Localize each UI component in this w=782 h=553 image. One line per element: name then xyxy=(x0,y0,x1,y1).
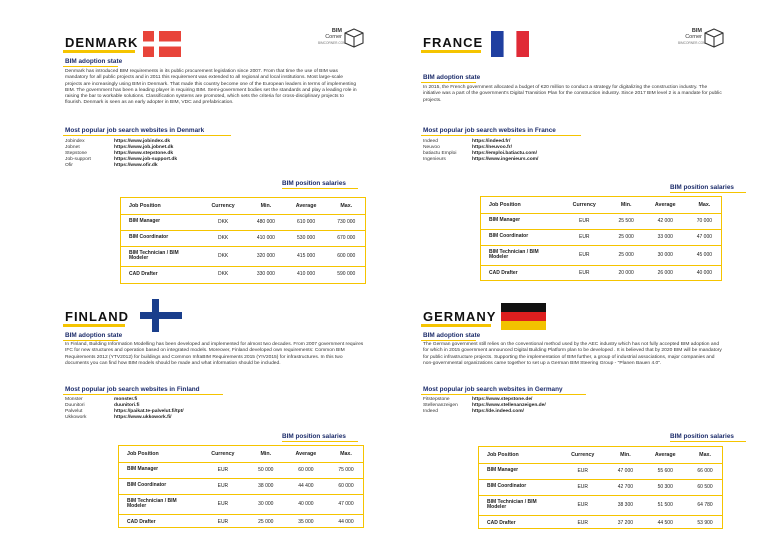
section-underline xyxy=(421,82,476,83)
denmark-section xyxy=(0,0,391,276)
country-title: FRANCE xyxy=(423,35,484,50)
section-underline xyxy=(421,394,586,395)
list-item: Monster monster.fi xyxy=(65,397,138,402)
job-site-link[interactable]: https://www.ofir.dk xyxy=(114,163,158,169)
table-row: CAD Drafter EUR 37 200 44 500 53 900 xyxy=(479,515,722,531)
list-item: batiactu Emploi https://emploi.batiactu.com/ xyxy=(423,151,537,157)
table-row: BIM Manager EUR 50 000 60 000 75 000 xyxy=(119,462,363,478)
list-item: Ingenieurs https://www.ingenieurs.com/ xyxy=(423,157,539,163)
table-row: BIM Coordinator DKK 410 000 530 000 670 000 xyxy=(121,230,365,246)
table-row: BIM Technician / BIM Modeler EUR 25 000 30 000 45 000 xyxy=(481,245,721,265)
section-underline xyxy=(421,135,581,136)
germany-flag-icon xyxy=(501,303,546,330)
table-row: BIM Technician / BIM Modeler DKK 320 000 415 000 600 000 xyxy=(121,246,365,266)
france-flag-icon xyxy=(491,31,529,57)
job-site-link[interactable]: https://emploi.batiactu.com/ xyxy=(472,151,537,157)
list-item: Ofir https://www.ofir.dk xyxy=(65,163,158,169)
job-site-link[interactable]: https://www.job.jobnet.dk xyxy=(114,145,174,151)
table-row: CAD Drafter EUR 25 000 35 000 44 000 xyxy=(119,514,363,530)
table-row: BIM Coordinator EUR 42 700 50 300 60 500 xyxy=(479,479,722,495)
job-site-link[interactable]: https://www.ukkowork.fi/ xyxy=(114,415,172,421)
section-underline xyxy=(421,340,476,341)
adoption-title: BIM adoption state xyxy=(423,332,481,339)
table-row: BIM Coordinator EUR 25 000 33 000 47 000 xyxy=(481,229,721,245)
table-header-row: Job Position Currency Min. Average Max. xyxy=(487,451,711,458)
bim-corner-logo: BIM Corner BIMCORNER.COM xyxy=(678,28,724,50)
germany-section xyxy=(391,276,782,552)
adoption-text: Denmark has introduced BIM requirements in its public procurement legislation since 2007. From that time the use of BIM was mandatory for all public projects and in 2011 this requirement was extended to all regional and local institutions. Most large-scale projects are increasingly using BIM in Denmark. That made this country become one of the European leaders in terms of implementing BIM. The government has been a leading player in requiring BIM. Semi-government bodies set the standards and play a leading role in raising the bar to workable solutions. Classification systems are promoted, which sets the criteria for cross-disciplinary projects to flourish. Denmark is seen as an early adopter in BIM, VDC and prefabrication. xyxy=(65,69,357,106)
table-row: BIM Manager EUR 25 500 42 000 70 000 xyxy=(481,213,721,229)
list-item: Duunitori duunitori.fi xyxy=(65,403,140,409)
salary-table xyxy=(120,197,366,284)
job-site-link[interactable]: https://www.jobindex.dk xyxy=(114,139,171,144)
table-row: CAD Drafter EUR 20 000 26 000 40 000 xyxy=(481,265,721,281)
denmark-flag-icon xyxy=(143,31,181,57)
salary-table xyxy=(480,196,722,281)
list-item: Stepstone https://www.stepstone.dk xyxy=(65,151,174,157)
job-site-link[interactable]: duunitori.fi xyxy=(114,403,140,409)
table-header-row: Job Position Currency Min. Average Max. xyxy=(127,450,352,457)
job-site-link[interactable]: monster.fi xyxy=(114,397,138,402)
job-site-link[interactable]: https://neuvoo.fr/ xyxy=(472,145,512,151)
table-row: BIM Technician / BIM Modeler EUR 38 300 51 500 64 780 xyxy=(479,495,722,515)
table-header-row: Job Position Currency Min. Average Max. xyxy=(489,201,711,208)
salary-table xyxy=(118,445,364,528)
list-item: Neuvoo https://neuvoo.fr/ xyxy=(423,145,512,151)
job-sites-list xyxy=(65,397,184,421)
jobs-title: Most popular job search websites in Denmark xyxy=(65,127,205,134)
job-sites-list xyxy=(423,397,546,415)
table-row: CAD Drafter DKK 330 000 410 000 590 000 xyxy=(121,266,365,282)
title-underline xyxy=(63,50,135,53)
jobs-title: Most popular job search websites in Finland xyxy=(65,386,200,393)
salaries-title: BIM position salaries xyxy=(670,184,734,191)
list-item: Stellenanzeigen https://www.stellenanzeigen.de/ xyxy=(423,403,546,409)
job-sites-list xyxy=(423,139,538,163)
adoption-text: The German government still relies on the conventional method used by the AEC industry which has not fully accepted BIM adoption and for which in 2015 government announced Digital Building Platform plan to be developed . It is believed that by 2020 BIM will be mandatory for public infrastructure projects. Supporting the implementation of BIM further, a group of industrial associations, major companies and non-governmental organizations came together to set up a German BIM Steering Group - "Planen Bauen 4.0". xyxy=(423,342,722,366)
section-underline xyxy=(63,135,231,136)
adoption-text: In 2015, the French government allocated a budget of €20 million to conduct a strategy for digitalizing the construction industry. The initiative was a part of the government's Digital Transition Plan for the construction industry. Since 2017 BIM level 2 is a mandate for public projects. xyxy=(423,85,722,103)
list-item: Jobindex https://www.jobindex.dk xyxy=(65,139,171,144)
list-item: Jobnet https://www.job.jobnet.dk xyxy=(65,145,174,151)
section-underline xyxy=(282,188,358,189)
job-site-link[interactable]: https://indeed.fr/ xyxy=(472,139,511,144)
country-title: DENMARK xyxy=(65,35,139,50)
bim-corner-logo: BIM Corner BIMCORNER.COM xyxy=(318,28,364,50)
salaries-title: BIM position salaries xyxy=(282,180,346,187)
adoption-title: BIM adoption state xyxy=(65,332,123,339)
list-item: Indeed https://de.indeed.com/ xyxy=(423,409,524,415)
table-header-row: Job Position Currency Min. Average Max. xyxy=(129,202,353,209)
table-row: BIM Manager EUR 47 000 55 600 66 000 xyxy=(479,463,722,479)
job-site-link[interactable]: https://www.stepstone.dk xyxy=(114,151,174,157)
list-item: Fitstepstone https://www.stepstone.de/ xyxy=(423,397,533,402)
section-underline xyxy=(282,441,358,442)
table-row: BIM Coordinator EUR 38 000 44 400 60 000 xyxy=(119,478,363,494)
adoption-title: BIM adoption state xyxy=(423,74,481,81)
list-item: Ukkowork https://www.ukkowork.fi/ xyxy=(65,415,172,421)
adoption-text: In Finland, Building Information Modelling has been developed and implemented for almost two decades. From 2007 government requires IFC for new structures and operation based on integrated models. Moreover, Finland developed own requirements: Common BIM Requirements 2012 (YTV2012) for buildings and Common InfraBIM Requirements 2015 (YIV2015) for infrastructures. In this two documents you can find how BIM models should be made and what information should be included. xyxy=(65,342,364,366)
list-item: Palvelut https://paikat.te-palvelut.fi/tpt/ xyxy=(65,409,184,415)
job-site-link[interactable]: https://de.indeed.com/ xyxy=(472,409,524,415)
section-underline xyxy=(63,394,223,395)
section-underline xyxy=(63,340,118,341)
country-title: GERMANY xyxy=(423,309,497,324)
job-site-link[interactable]: https://www.ingenieurs.com/ xyxy=(472,157,539,163)
cube-logo-icon xyxy=(344,28,364,48)
table-row: BIM Manager DKK 480 000 610 000 730 000 xyxy=(121,214,365,230)
section-underline xyxy=(670,192,746,193)
finland-flag-icon xyxy=(140,299,182,332)
cube-logo-icon xyxy=(704,28,724,48)
country-title: FINLAND xyxy=(65,309,130,324)
list-item: Job-support https://www.job-support.dk xyxy=(65,157,178,163)
table-row: BIM Technician / BIM Modeler EUR 30 000 40 000 47 000 xyxy=(119,494,363,514)
section-underline xyxy=(670,441,746,442)
job-sites-list xyxy=(65,139,177,169)
salaries-title: BIM position salaries xyxy=(670,433,734,440)
salaries-title: BIM position salaries xyxy=(282,433,346,440)
title-underline xyxy=(63,324,125,327)
job-site-link[interactable]: https://www.job-support.dk xyxy=(114,157,178,163)
france-section xyxy=(391,0,782,276)
title-underline xyxy=(421,50,481,53)
job-site-link[interactable]: https://www.stellenanzeigen.de/ xyxy=(472,403,546,409)
job-site-link[interactable]: https://paikat.te-palvelut.fi/tpt/ xyxy=(114,409,184,415)
section-underline xyxy=(63,66,118,67)
jobs-title: Most popular job search websites in Germany xyxy=(423,386,563,393)
adoption-title: BIM adoption state xyxy=(65,58,123,65)
finland-section xyxy=(0,276,391,552)
salary-table xyxy=(478,446,723,529)
job-site-link[interactable]: https://www.stepstone.de/ xyxy=(472,397,533,402)
list-item: Indeed https://indeed.fr/ xyxy=(423,139,511,144)
title-underline xyxy=(421,324,491,327)
jobs-title: Most popular job search websites in France xyxy=(423,127,556,134)
